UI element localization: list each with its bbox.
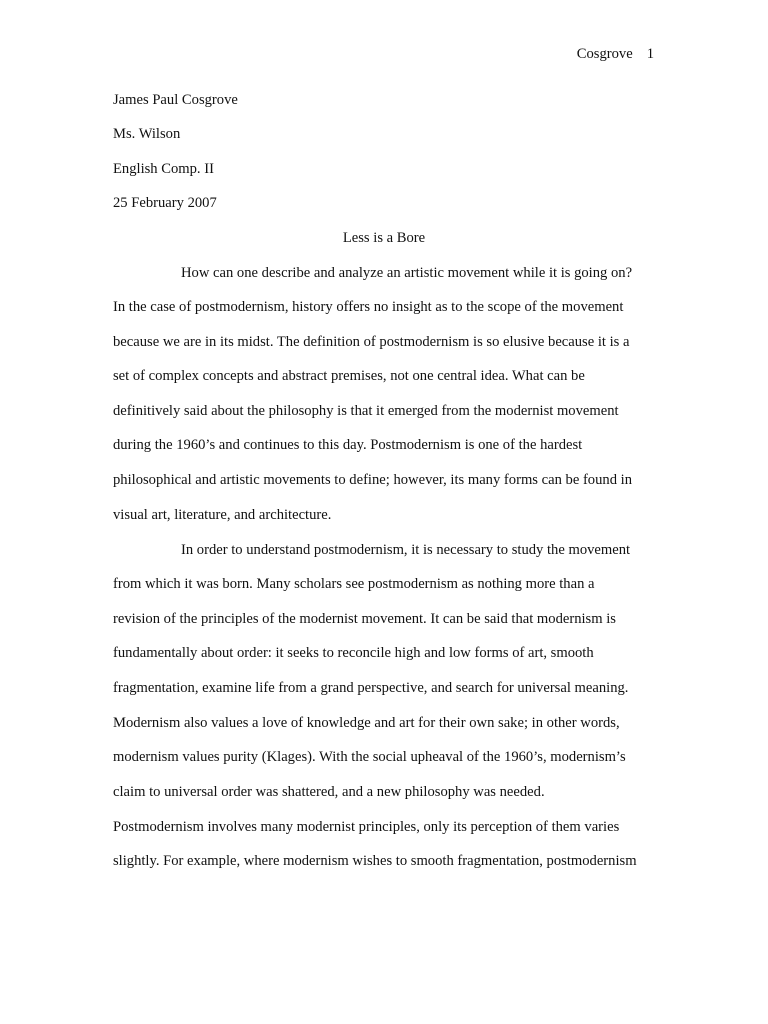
paper-title: Less is a Bore [342,230,426,246]
paragraph-1-line-1: How can one describe and analyze an artistic movement while it is going on? [181,265,633,281]
page-number: 1 [646,46,654,62]
paragraph-2-line-5: fragmentation, examine life from a grand perspective, and search for universal meaning. [113,680,629,696]
paragraph-1-line-2: In the case of postmodernism, history offers no insight as to the scope of the movement [113,299,624,315]
paper-date: 25 February 2007 [113,195,217,211]
paragraph-1-line-7: philosophical and artistic movements to define; however, its many forms can be found in [113,472,632,488]
instructor-name: Ms. Wilson [113,126,181,142]
header-author: Cosgrove [576,46,633,62]
paragraph-2-line-7: modernism values purity (Klages). With the social upheaval of the 1960’s, modernism’s [113,749,626,765]
paragraph-2-line-1: In order to understand postmodernism, it is necessary to study the movement [181,542,631,558]
paragraph-2-line-4: fundamentally about order: it seeks to reconcile high and low forms of art, smooth [113,645,594,661]
paragraph-2-line-10: slightly. For example, where modernism wishes to smooth fragmentation, postmodernism [113,853,637,869]
student-name: James Paul Cosgrove [113,92,238,108]
paragraph-1-line-4: set of complex concepts and abstract premises, not one central idea. What can be [113,368,585,384]
paragraph-2-line-8: claim to universal order was shattered, and a new philosophy was needed. [113,784,545,800]
paragraph-1-line-6: during the 1960’s and continues to this day. Postmodernism is one of the hardest [113,437,583,453]
paragraph-2-line-9: Postmodernism involves many modernist principles, only its perception of them varies [113,819,620,835]
paragraph-1-line-8: visual art, literature, and architecture. [113,507,332,523]
paragraph-1-line-5: definitively said about the philosophy is that it emerged from the modernist movement [113,403,619,419]
course-name: English Comp. II [113,161,214,177]
running-header [577,45,654,63]
paragraph-2-line-2: from which it was born. Many scholars see postmodernism as nothing more than a [113,576,595,592]
paragraph-2-line-6: Modernism also values a love of knowledge and art for their own sake; in other words, [113,715,620,731]
paragraph-1-line-3: because we are in its midst. The definition of postmodernism is so elusive because it is a [113,334,630,350]
paragraph-2-line-3: revision of the principles of the modernist movement. It can be said that modernism is [113,611,616,627]
